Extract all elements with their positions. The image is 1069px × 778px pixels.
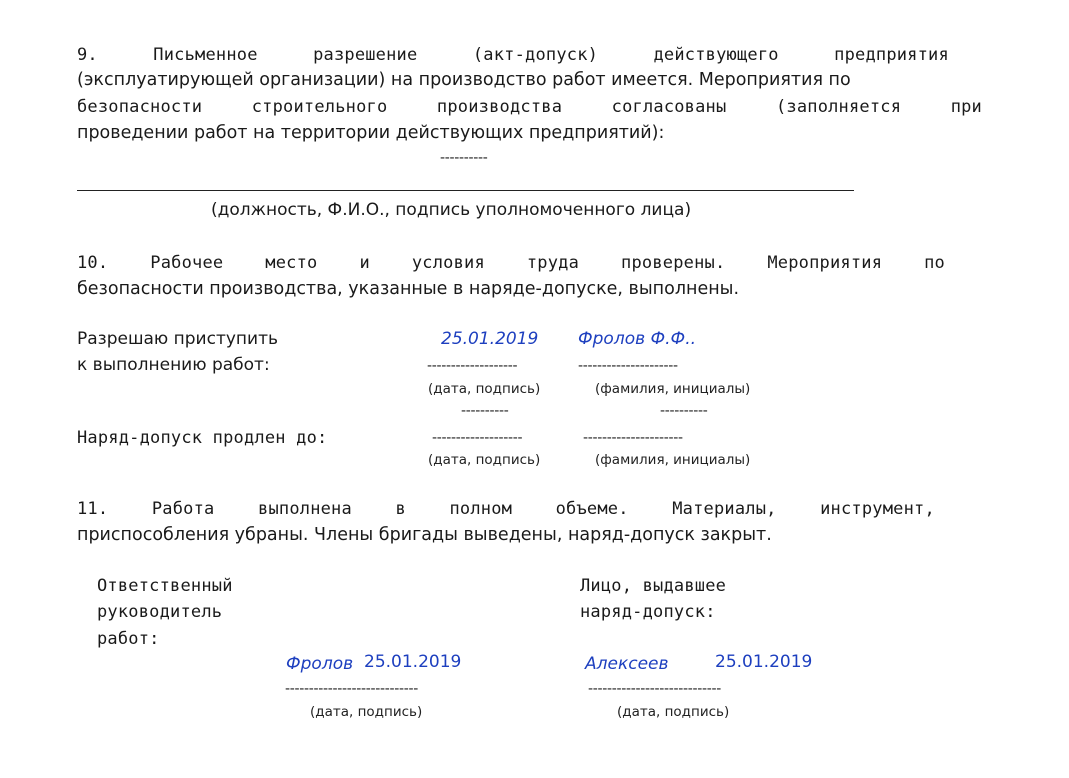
word: в xyxy=(395,499,406,519)
left-title-line-1: Ответственный xyxy=(97,576,233,596)
left-signature-caption: (дата, подпись) xyxy=(310,704,423,720)
right-title-line-1: Лицо, выдавшее xyxy=(580,576,727,596)
signature-line xyxy=(77,190,854,191)
extended-date-caption: (дата, подпись) xyxy=(428,452,541,468)
section-number: 9. xyxy=(77,45,98,65)
section-9-line-2: (эксплуатирующей организации) на производство работ имеется. Мероприятия по xyxy=(77,70,851,90)
right-signature-dash: ---------------------------- xyxy=(588,681,722,697)
word: инструмент, xyxy=(820,499,935,519)
mid-dash-right: ---------- xyxy=(660,403,708,419)
dash-separator: ---------- xyxy=(440,150,488,166)
permit-date-dash: ------------------- xyxy=(427,358,518,374)
right-name-handwritten: Алексеев xyxy=(585,654,669,674)
word: место xyxy=(265,253,318,273)
word: труда xyxy=(526,253,580,273)
word: проверены. xyxy=(621,253,726,273)
permit-label-line-1: Разрешаю приступить xyxy=(77,329,278,349)
word: и xyxy=(359,253,370,273)
extended-name-caption: (фамилия, инициалы) xyxy=(595,452,751,468)
section-9-line-3 xyxy=(77,97,982,117)
word: Письменное xyxy=(153,45,258,65)
right-date-handwritten: 25.01.2019 xyxy=(715,652,813,672)
permit-date-caption: (дата, подпись) xyxy=(428,381,541,397)
left-title-line-3: работ: xyxy=(97,629,160,649)
word: (акт-допуск) xyxy=(472,45,599,65)
section-10-line-1 xyxy=(77,253,945,273)
word: Работа xyxy=(151,499,215,519)
left-title-line-2: руководитель xyxy=(97,602,223,622)
word: Рабочее xyxy=(150,253,224,273)
word: объеме. xyxy=(555,499,629,519)
permit-name-handwritten: Фролов Ф.Ф.. xyxy=(578,329,696,349)
word: действующего xyxy=(653,45,779,65)
permit-date-handwritten: 25.01.2019 xyxy=(441,329,539,349)
word: полном xyxy=(449,499,513,519)
word: условия xyxy=(411,253,485,273)
permit-name-caption: (фамилия, инициалы) xyxy=(595,381,751,397)
word: выполнена xyxy=(258,499,352,519)
right-title-line-2: наряд-допуск: xyxy=(580,602,716,622)
section-number: 11. xyxy=(77,499,109,519)
section-number: 10. xyxy=(77,253,109,273)
section-11-line-1 xyxy=(77,499,935,519)
signature-caption: (должность, Ф.И.О., подпись уполномоченного лица) xyxy=(211,200,692,220)
permit-label-line-2: к выполнению работ: xyxy=(77,355,270,375)
word: производства xyxy=(436,97,563,117)
permit-name-dash: --------------------- xyxy=(578,358,678,374)
extended-name-dash: --------------------- xyxy=(583,430,683,446)
word: Мероприятия xyxy=(767,253,883,273)
word: по xyxy=(924,253,945,273)
extended-date-dash: ------------------- xyxy=(432,430,523,446)
section-9-line-4: проведении работ на территории действующих предприятий): xyxy=(77,123,665,143)
word: предприятия xyxy=(834,45,949,65)
left-date-handwritten: 25.01.2019 xyxy=(364,652,462,672)
word: строительного xyxy=(251,97,388,117)
word: Материалы, xyxy=(672,499,777,519)
word: разрешение xyxy=(313,45,418,65)
left-signature-dash: ---------------------------- xyxy=(285,681,419,697)
section-11-line-2: приспособления убраны. Члены бригады выведены, наряд-допуск закрыт. xyxy=(77,525,772,545)
mid-dash-left: ---------- xyxy=(461,403,509,419)
right-signature-caption: (дата, подпись) xyxy=(617,704,730,720)
section-10-line-2: безопасности производства, указанные в наряде-допуске, выполнены. xyxy=(77,279,740,299)
left-name-handwritten: Фролов xyxy=(286,654,354,674)
word: при xyxy=(950,97,982,117)
word: безопасности xyxy=(77,97,203,117)
word: (заполняется xyxy=(775,97,902,117)
word: согласованы xyxy=(611,97,727,117)
section-9-line-1 xyxy=(77,45,949,65)
extended-label: Наряд-допуск продлен до: xyxy=(77,428,328,448)
